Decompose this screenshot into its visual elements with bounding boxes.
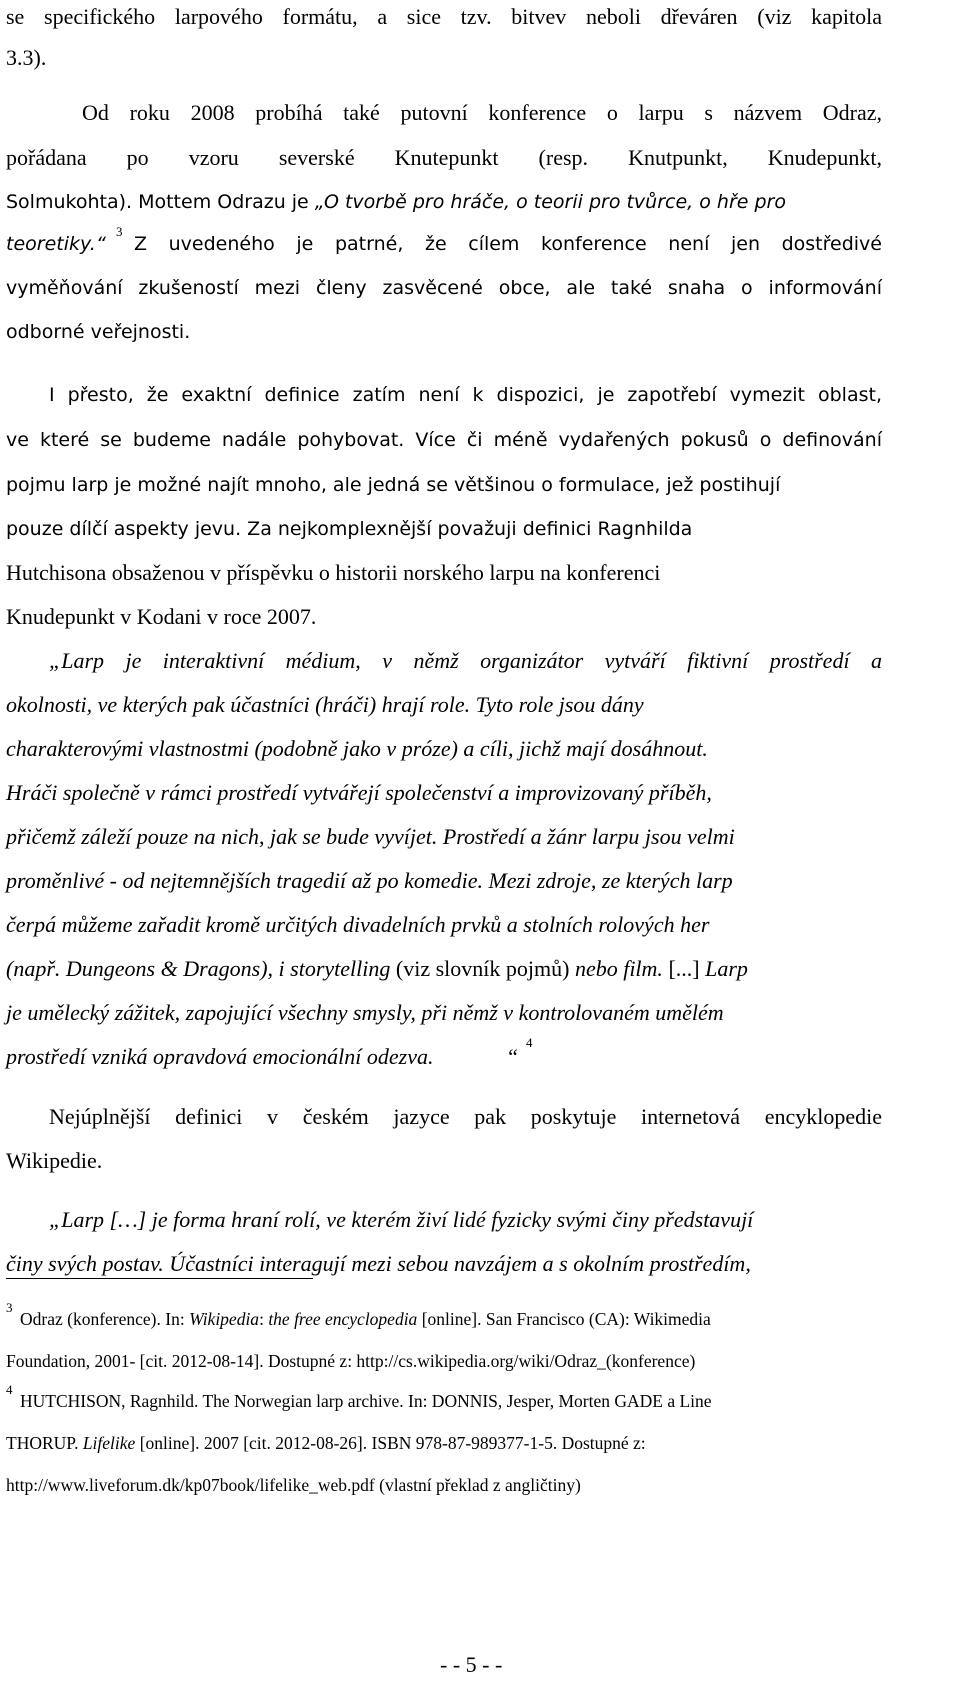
definition-line-6: Knudepunkt v Kodani v roce 2007.: [6, 604, 317, 629]
intro-line-1: se specifického larpového formátu, a sice tzv. bitvev neboli dřeváren (viz kapitola: [6, 4, 882, 29]
footnote-4-b: Lifelike: [82, 1433, 136, 1453]
odraz-line-3: [6, 186, 786, 217]
footnote-3-a: Odraz (konference). In:: [20, 1309, 190, 1329]
quote2-line-1: „Larp […] je forma hraní rolí, ve kterém živí lidé fyzicky svými činy představují: [49, 1207, 754, 1232]
quote1-line-9: je umělecký zážitek, zapojující všechny smysly, při němž v kontrolovaném umělém: [6, 1000, 724, 1025]
quote1-line-2: okolnosti, ve kterých pak účastníci (hráči) hrají role. Tyto role jsou dány: [6, 692, 644, 717]
footnote-4-line-3: http://www.liveforum.dk/kp07book/lifelike_web.pdf (vlastní překlad z angličtiny): [6, 1475, 581, 1495]
footnote-ref-3: 3: [116, 224, 123, 239]
definition-line-4: pouze dílčí aspekty jevu. Za nejkomplexnější považuji definici Ragnhilda: [6, 518, 693, 540]
definition-line-2: ve které se budeme nadále pohybovat. Více či méně vydařených pokusů o definování: [6, 429, 882, 451]
footnote-3-line-1: [20, 1306, 711, 1332]
quote1-line-8-d: [...]: [662, 956, 706, 981]
odraz-quote-close: “: [96, 233, 106, 255]
footnote-3-number: 3: [6, 1300, 13, 1315]
odraz-line-2: pořádana po vzoru severské Knutepunkt (resp. Knutpunkt, Knudepunkt,: [6, 145, 882, 170]
intro-line-2: 3.3).: [6, 45, 47, 70]
quote1-line-8: [6, 954, 748, 984]
odraz-line-4: Z uvedeného je patrné, že cílem konference není jen dostředivé: [134, 233, 882, 255]
quote1-line-10: prostředí vzniká opravdová emocionální odezva.: [6, 1044, 434, 1069]
footnote-3-line-2: Foundation, 2001- [cit. 2012-08-14]. Dostupné z: http://cs.wikipedia.org/wiki/Odraz_(konference): [6, 1351, 696, 1371]
footnote-separator: [6, 1278, 313, 1279]
quote1-line-8-e: Larp: [705, 956, 748, 981]
footnote-4-a: THORUP.: [6, 1433, 83, 1453]
odraz-line-3-text: Solmukohta). Mottem Odrazu je: [6, 191, 315, 213]
quote1-line-8-b: (viz slovník pojmů): [390, 956, 575, 981]
quote2-line-2: činy svých postav. Účastníci interagují mezi sebou navzájem a s okolním prostředím,: [6, 1251, 751, 1276]
footnote-4-c: [online]. 2007 [cit. 2012-08-26]. ISBN 978-87-989377-1-5. Dostupné z:: [135, 1433, 646, 1453]
odraz-line-1: Od roku 2008 probíhá také putovní konference o larpu s názvem Odraz,: [82, 100, 882, 125]
definition-line-3: pojmu larp je možné najít mnoho, ale jedná se většinou o formulace, jež postihují: [6, 474, 781, 496]
footnote-3-b: Wikipedia: [189, 1309, 260, 1329]
quote1-line-7: čerpá můžeme zařadit kromě určitých divadelních prvků a stolních rolových her: [6, 912, 710, 937]
footnote-3-c: :: [259, 1309, 269, 1329]
footnote-3-e: [online]. San Francisco (CA): Wikimedia: [417, 1309, 711, 1329]
quote1-line-8-c: nebo film.: [574, 956, 663, 981]
odraz-line-6: odborné veřejnosti.: [6, 321, 191, 343]
quote1-line-4: Hráči společně v rámci prostředí vytvářejí společenství a improvizovaný příběh,: [6, 780, 712, 805]
quote1-line-6: proměnlivé - od nejtemnějších tragedií až po komedie. Mezi zdroje, ze kterých larp: [6, 868, 733, 893]
definition-line-1: I přesto, že exaktní definice zatím není k dispozici, je zapotřebí vymezit oblast,: [49, 384, 882, 406]
wikipedia-line-2: Wikipedie.: [6, 1148, 103, 1173]
quote1-line-1: „Larp je interaktivní médium, v němž organizátor vytváří fiktivní prostředí a: [49, 648, 882, 673]
quote1-line-3: charakterovými vlastnostmi (podobně jako v próze) a cíli, jichž mají dosáhnout.: [6, 736, 708, 761]
page-number: - - 5 - -: [440, 1652, 503, 1677]
footnote-3-d: the free encyclopedia: [268, 1309, 418, 1329]
quote1-quote-close: “: [506, 1044, 519, 1069]
footnote-4-number: 4: [6, 1382, 13, 1397]
footnote-4-line-1: HUTCHISON, Ragnhild. The Norwegian larp archive. In: DONNIS, Jesper, Morten GADE a Line: [20, 1391, 712, 1411]
definition-line-5: Hutchisona obsaženou v příspěvku o historii norského larpu na konferenci: [6, 560, 661, 585]
footnote-4-line-2: [6, 1430, 646, 1456]
odraz-line-5: vyměňování zkušeností mezi členy zasvěcené obce, ale také snaha o informování: [6, 277, 882, 299]
odraz-motto-start: „O tvorbě pro hráče, o teorii pro tvůrce, o hře pro: [314, 191, 786, 213]
quote1-line-5: přičemž záleží pouze na nich, jak se bude vyvíjet. Prostředí a žánr larpu jsou velmi: [6, 824, 735, 849]
wikipedia-line-1: Nejúplnější definici v českém jazyce pak poskytuje internetová encyklopedie: [49, 1104, 882, 1129]
quote1-line-8-a: (např. Dungeons & Dragons), i storytelling: [6, 956, 391, 981]
footnote-ref-4: 4: [526, 1035, 533, 1050]
odraz-motto-end: teoretiky.: [6, 233, 96, 255]
